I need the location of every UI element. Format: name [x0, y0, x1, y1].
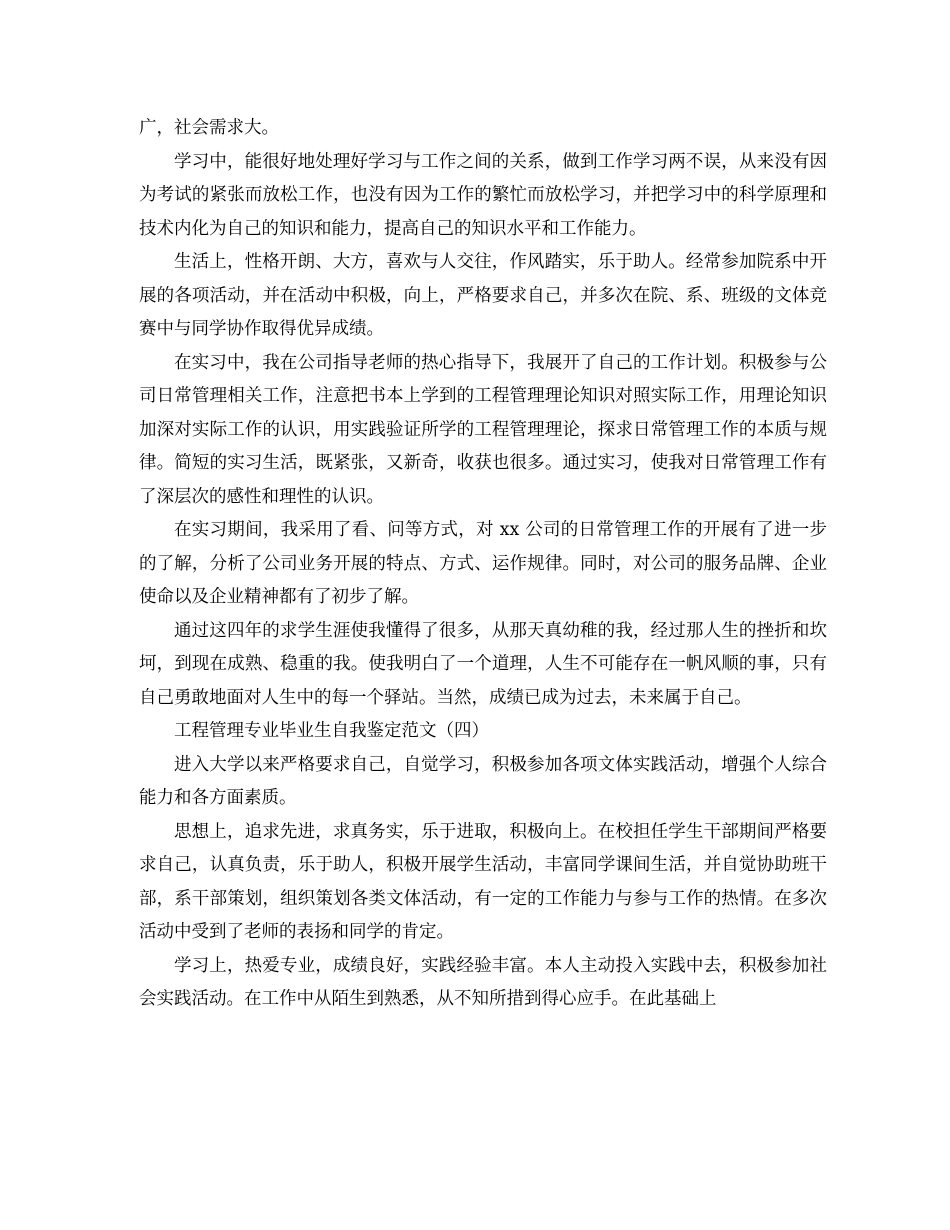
paragraph: 学习中，能很好地处理好学习与工作之间的关系，做到工作学习两不误，从来没有因为考试的紧张而放松工作，也没有因为工作的繁忙而放松学习，并把学习中的科学原理和技术内化为自己的知识和能力，提高自己的知识水平和工作能力。 [139, 151, 827, 239]
paragraph: 进入大学以来严格要求自己，自觉学习，积极参加各项文体实践活动，增强个人综合能力和各方面素质。 [139, 754, 827, 808]
paragraph: 通过这四年的求学生涯使我懂得了很多，从那天真幼稚的我，经过那人生的挫折和坎坷，到现在成熟、稳重的我。使我明白了一个道理，人生不可能存在一帆风顺的事，只有自己勇敢地面对人生中的每一个驿站。当然，成绩已成为过去，未来属于自己。 [139, 620, 827, 708]
paragraph: 广，社会需求大。 [139, 118, 279, 138]
paragraph: 生活上，性格开朗、大方，喜欢与人交往，作风踏实，乐于助人。经常参加院系中开展的各项活动，并在活动中积极，向上，严格要求自己，并多次在院、系、班级的文体竞赛中与同学协作取得优异成绩。 [139, 252, 827, 339]
paragraph: 在实习期间，我采用了看、问等方式，对 xx 公司的日常管理工作的开展有了进一步的了解，分析了公司业务开展的特点、方式、运作规律。同时，对公司的服务品牌、企业使命以及企业精神都有了初步了解。 [139, 520, 827, 607]
section-heading: 工程管理专业毕业生自我鉴定范文（四） [174, 721, 489, 741]
paragraph: 在实习中，我在公司指导老师的热心指导下，我展开了自己的工作计划。积极参与公司日常管理相关工作，注意把书本上学到的工程管理理论知识对照实际工作，用理论知识加深对实际工作的认识，用实践验证所学的工程管理理论，探求日常管理工作的本质与规律。简短的实习生活，既紧张，又新奇，收获也很多。通过实习，使我对日常管理工作有了深层次的感性和理性的认识。 [139, 352, 827, 507]
paragraph: 思想上，追求先进，求真务实，乐于进取，积极向上。在校担任学生干部期间严格要求自己，认真负责，乐于助人，积极开展学生活动，丰富同学课间生活，并自觉协助班干部，系干部策划，组织策划各类文体活动，有一定的工作能力与参与工作的热情。在多次活动中受到了老师的表扬和同学的肯定。 [139, 821, 827, 942]
paragraph: 学习上，热爱专业，成绩良好，实践经验丰富。本人主动投入实践中去，积极参加社会实践活动。在工作中从陌生到熟悉，从不知所措到得心应手。在此基础上 [139, 955, 827, 1009]
document-body [139, 112, 827, 1017]
